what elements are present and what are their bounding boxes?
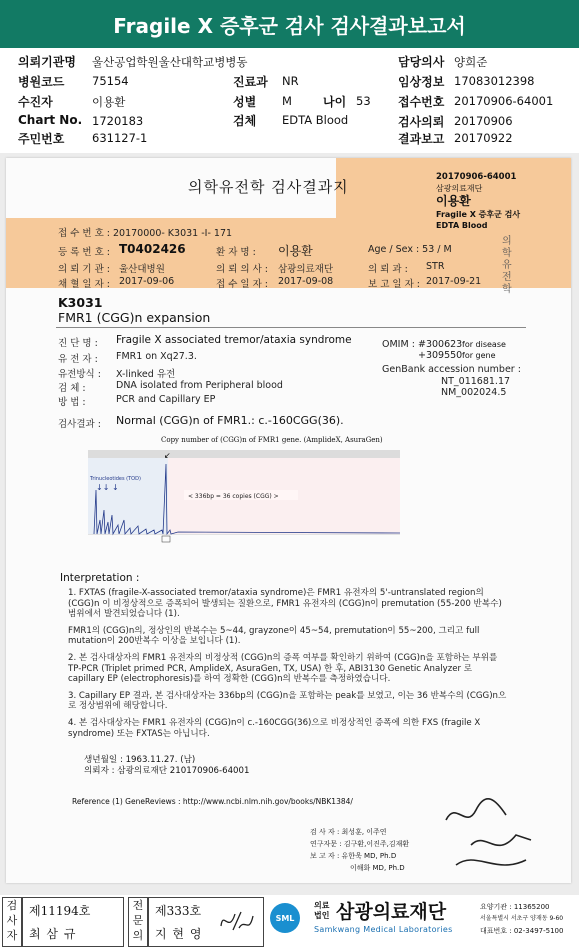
omim-label: OMIM :: [382, 339, 415, 350]
chart-label: Chart No.: [18, 113, 83, 127]
interp-1b: FMR1의 (CGG)n의, 정상인의 반복수는 5~44, grayzone이 45~54, premutation이 55~200, 그리고 full mutation이 200반복수 이상을 보입니다 (1).: [68, 625, 480, 647]
receipt-value: 20170906-64001: [454, 94, 554, 108]
corner-label: [436, 172, 520, 231]
patient-value: 이용환: [92, 95, 126, 109]
peak-label: < 336bp = 36 copies (CGG) >: [188, 493, 279, 500]
institution-label: 의뢰기관명: [18, 55, 76, 69]
approver-no: 제333호: [155, 904, 202, 918]
spec-value: DNA isolated from Peripheral blood: [116, 380, 283, 391]
inst-value: 울산대병원: [119, 264, 165, 275]
inst-label: 의 뢰 기 관 :: [58, 264, 110, 275]
age-value: 53: [356, 94, 371, 108]
method-label: 방 법 :: [58, 397, 86, 408]
org-prefix: [314, 901, 329, 921]
scan-title: 의학유전학 검사결과지: [188, 178, 349, 196]
receipt-label: 접수번호: [398, 95, 445, 109]
genbank-1: NT_011681.17: [441, 376, 511, 387]
patient-label: 수진자: [18, 95, 53, 109]
report-label: 보 고 일 자 :: [368, 279, 420, 290]
result-value: 20170922: [454, 131, 513, 145]
name-value: 이용환: [278, 244, 313, 258]
report-header: [0, 0, 579, 48]
interp-2: 2. 본 검사대상자의 FMR1 유전자의 비정상적 (CGG)n의 증폭 여부를 확인하기 위하여 (CGG)n을 포함하는 부위를 TP-PCR (Triplet primed PCR, AmplideX, AsuraGen, TX, USA) 한 후, ABI3130 Genetic Analyzer 로 capillary EP (electrophoresis)를 하여 정확한 (CGG)n의 반복수를 측정하였습니다.: [68, 652, 498, 685]
inspector-name: 최 삼 규: [29, 927, 77, 941]
request-value: 20170906: [454, 114, 513, 128]
receipt-line: 접 수 번 호 : 20170000- K3031 -I- 171: [58, 228, 233, 239]
signature-stroke: [446, 799, 531, 865]
doctor-label: 담당의사: [398, 55, 445, 69]
approver-signature-stroke: [221, 912, 253, 930]
peak-marker: [162, 536, 170, 542]
report-title: Fragile X 증후군 검사 검사결과보고서: [113, 13, 466, 38]
interp-3: 3. Capillary EP 결과, 본 검사대상자는 336bp의 (CGG)n을 포함하는 peak를 보였고, 이는 36 반복수의 (CGG)n으로 정상범위에 해당합니다.: [68, 690, 507, 712]
reference: Reference (1) GeneReviews : http://www.ncbi.nlm.nih.gov/books/NBK1384/: [72, 797, 353, 806]
genbank-2: NM_002024.5: [441, 387, 507, 398]
electropherogram: [88, 450, 400, 562]
corner-org: 삼광의료재단: [436, 184, 483, 193]
specimen-value: EDTA Blood: [282, 113, 349, 127]
interpretation: [68, 588, 508, 745]
inspector-no: 제11194호: [29, 904, 91, 918]
inspector-box: [22, 897, 124, 947]
approver-signature: [215, 904, 255, 940]
corner-name: 이용환: [436, 194, 471, 208]
method-value: PCR and Capillary EP: [116, 394, 216, 405]
org-contact: [480, 901, 563, 937]
interp-4: 4. 본 검사대상자는 FMR1 유전자의 (CGG)n이 c.-160CGG(36)으로 비정상적인 증폭에 의한 FXS (fragile X syndrome) 또는 FXTAS는 아닙니다.: [68, 717, 481, 739]
genbank-label: GenBank accession number :: [382, 364, 521, 375]
diag-label: 진 단 명 :: [58, 338, 98, 349]
peak-arrow-icon: ↙: [164, 451, 171, 460]
result-value-scan: Normal (CGG)n of FMR1.: c.-160CGG(36).: [116, 414, 344, 427]
hospital-code-label: 병원코드: [18, 75, 65, 89]
reg-no: T0402426: [119, 242, 186, 256]
omim-1: #300623: [418, 339, 463, 350]
signature-block: [310, 826, 409, 874]
age-label: 나이: [323, 95, 347, 109]
req-doc-label: 의 뢰 의 사 :: [216, 264, 268, 275]
org-phone: 대표번호 : 02-3497-5100: [480, 927, 564, 935]
figure-caption: Copy number of (CGG)n of FMR1 gene. (AmplideX, AsuraGen): [161, 436, 383, 444]
draw-label: 채 혈 일 자 :: [58, 279, 110, 290]
name-label: 환 자 명 :: [216, 247, 256, 258]
agesex: Age / Sex : 53 / M: [368, 244, 452, 255]
corner-no: 20170906-64001: [436, 172, 517, 182]
reg-label: 등 록 번 호 :: [58, 247, 110, 258]
scanned-report: [6, 158, 571, 883]
org-prefix-2: 법인: [314, 911, 330, 920]
clinical-label: 임상정보: [398, 75, 445, 89]
interp-1: 1. FXTAS (fragile-X-associated tremor/ataxia syndrome)은 FMR1 유전자의 5'-untranslated region의 (CGG)n 이 비정상적으로 증폭되어 발생되는 질환으로, FMR1 유전자의 (CGG)n이 premutation (55-200 반복수) 범위에서 발견되었습니다 (1).: [68, 588, 502, 620]
chart-value: 1720183: [92, 114, 144, 128]
test-code: K3031: [58, 295, 103, 310]
diag-value: Fragile X associated tremor/ataxia syndrome: [116, 334, 352, 346]
logo-text: SML: [275, 913, 295, 923]
org-name: 삼광의료재단: [336, 901, 447, 923]
request-label: 검사의뢰: [398, 115, 445, 129]
inherit-value: X-linked 유전: [116, 369, 176, 380]
doctor-value: 양희준: [454, 55, 488, 69]
approver-label: 전문의: [128, 897, 148, 947]
inherit-label: 유전방식 :: [58, 369, 101, 380]
dept-label: 진료과: [233, 75, 268, 89]
handwritten-signatures: [426, 790, 546, 880]
sig-2: 연구자문 : 김구환,이진주,김재환: [310, 840, 410, 848]
omim-1-note: for disease: [462, 340, 506, 349]
birth: 생년월일 : 1963.11.27. (남): [84, 755, 196, 765]
dept-value-scan: STR: [426, 261, 445, 272]
arrow-marks: ↓↓ ↓: [96, 483, 119, 492]
req-doc-value: 삼광의료재단: [278, 264, 334, 275]
org-prefix-1: 의료: [314, 901, 330, 910]
sex-label: 성별: [233, 95, 257, 109]
footer: [0, 895, 579, 949]
sig-1: 검 사 자 : 최성훈, 이주연: [310, 828, 387, 836]
spec-label: 검 체 :: [58, 383, 86, 394]
approver-name: 지 현 영: [155, 927, 203, 941]
sig-4: 이해화 MD, Ph.D: [350, 864, 405, 872]
logo-icon: [270, 903, 300, 933]
org-address: 서울특별시 서초구 양재동 9-60: [480, 915, 564, 922]
org-en: Samkwang Medical Laboratories: [314, 925, 453, 934]
side-stamp: 의학유전학: [502, 236, 512, 295]
specimen-label: 검체: [233, 114, 257, 128]
inspector-label: 검사자: [2, 897, 22, 947]
omim-2-note: for gene: [462, 351, 496, 360]
plot-top-bar: [88, 450, 400, 458]
requester: 의뢰자 : 삼광의료재단 210170906-64001: [84, 766, 250, 776]
dept-value: NR: [282, 74, 299, 88]
hospital-code-value: 75154: [92, 74, 129, 88]
left-annotation: Trinucleotides (TOD): [90, 476, 141, 482]
corner-specimen: EDTA Blood: [436, 221, 488, 230]
omim-2: +309550: [418, 350, 463, 361]
approver-box: [148, 897, 264, 947]
result-label-scan: 검사결과 :: [58, 419, 101, 430]
resident-value: 631127-1: [92, 131, 148, 145]
institution-value: 울산공업학원울산대학교병병동: [92, 55, 248, 69]
result-label: 결과보고: [398, 132, 445, 146]
org-code: 요양기관 : 11365200: [480, 903, 550, 911]
gene-value: FMR1 on Xq27.3.: [116, 351, 197, 362]
gene-label: 유 전 자 :: [58, 354, 98, 365]
clinical-value: 17083012398: [454, 74, 535, 88]
divider: [56, 327, 526, 328]
recv-label: 접 수 일 자 :: [216, 279, 268, 290]
interp-title: Interpretation :: [60, 572, 140, 584]
corner-test: Fragile X 증후군 검사: [436, 210, 521, 219]
test-name: FMR1 (CGG)n expansion: [58, 310, 211, 325]
dept-label-scan: 의 뢰 과 :: [368, 264, 408, 275]
sig-3: 보 고 자 : 유한욱 MD, Ph.D: [310, 852, 397, 860]
resident-label: 주민번호: [18, 132, 65, 146]
draw-date: 2017-09-06: [119, 276, 175, 287]
recv-date: 2017-09-08: [278, 276, 334, 287]
sex-value: M: [282, 94, 292, 108]
report-date: 2017-09-21: [426, 276, 482, 287]
